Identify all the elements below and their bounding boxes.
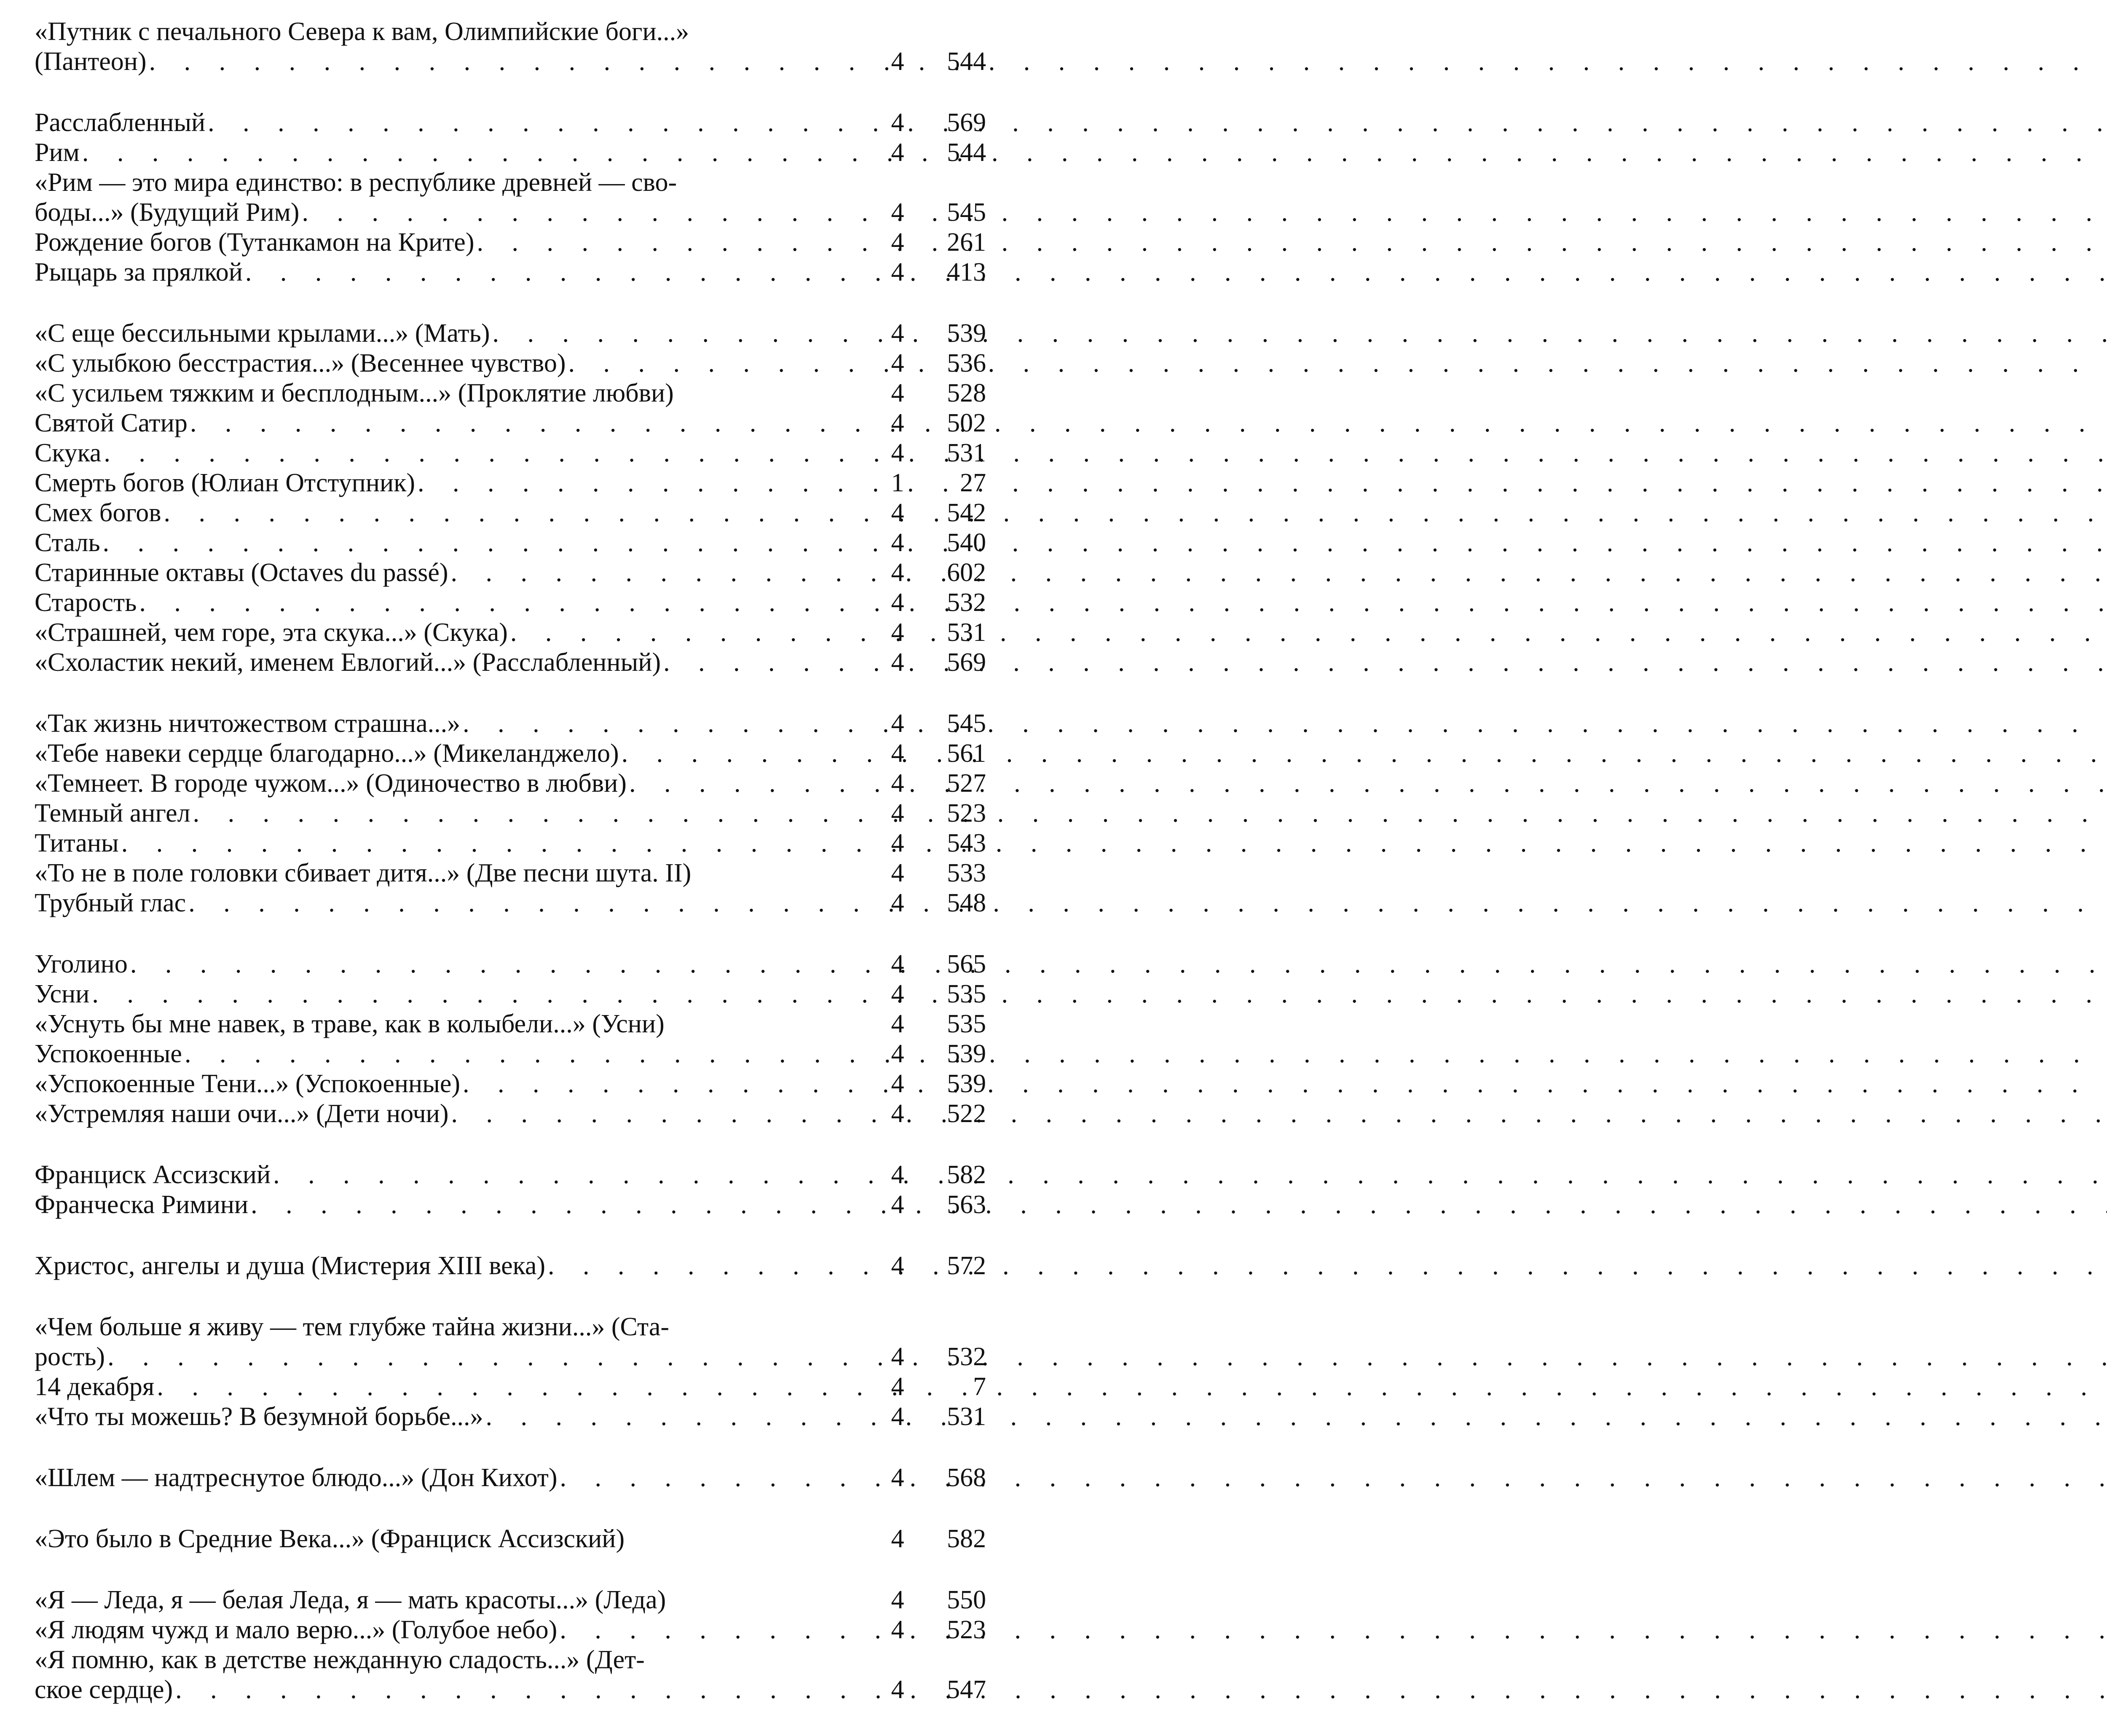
page-number: 547 [947, 1675, 986, 1704]
dot-leader [100, 528, 875, 558]
volume-number: 4 [891, 1010, 904, 1038]
entry-title-line: Старинные октавы (Octaves du passé) [35, 558, 448, 587]
index-entry [35, 828, 986, 858]
dot-leader [188, 408, 875, 438]
index-entry [35, 1372, 986, 1402]
page-number: 545 [947, 709, 986, 738]
dot-leader [460, 709, 875, 739]
page-number: 539 [947, 1069, 986, 1098]
index-entry [35, 888, 986, 918]
entry-title-line: боды...» (Будущий Рим) [35, 198, 300, 227]
entry-title-line: «С усильем тяжким и бесплодным...» (Проклятие любви) [35, 379, 674, 407]
entry-title-line: Франциск Ассизский [35, 1160, 271, 1189]
volume-number: 4 [891, 588, 904, 617]
dot-leader [173, 1675, 875, 1705]
page-number: 7 [973, 1372, 986, 1401]
volume-number: 1 [891, 469, 904, 497]
index-entry [35, 378, 986, 408]
volume-number: 4 [891, 108, 904, 137]
dot-leader [449, 1099, 875, 1129]
volume-number: 4 [891, 1524, 904, 1553]
index-entry [35, 1524, 986, 1554]
dot-leader [154, 1372, 875, 1402]
index-entry [35, 168, 986, 228]
entry-title-line: Сталь [35, 528, 100, 557]
entry-title-line: «Успокоенные Тени...» (Успокоенные) [35, 1069, 461, 1098]
volume-number: 4 [891, 1160, 904, 1189]
index-group [35, 108, 986, 287]
entry-title-line: «Темнеет. В городе чужом...» (Одиночество в любви) [35, 769, 627, 798]
page-number: 548 [947, 889, 986, 917]
dot-leader [80, 138, 875, 168]
volume-number: 4 [891, 769, 904, 798]
page-number: 539 [947, 319, 986, 348]
index-entry [35, 1099, 986, 1129]
index-entry [35, 17, 986, 77]
volume-number: 4 [891, 498, 904, 527]
volume-number: 4 [891, 618, 904, 647]
volume-number: 4 [891, 47, 904, 76]
volume-number: 4 [891, 1039, 904, 1068]
page-number: 544 [947, 47, 986, 76]
index-entry [35, 1402, 986, 1432]
dot-leader [271, 1160, 875, 1190]
page-number: 261 [947, 228, 986, 257]
dot-leader [119, 828, 875, 858]
entry-title-line: «То не в поле головки сбивает дитя...» (Две песни шута. II) [35, 859, 692, 887]
dot-leader [186, 888, 875, 918]
volume-number: 4 [891, 319, 904, 348]
entry-title-line: Франческа Римини [35, 1190, 249, 1219]
volume-number: 4 [891, 528, 904, 557]
page-number: 582 [947, 1160, 986, 1189]
entry-title-line: «Рим — это мира единство: в республике древней — сво- [35, 168, 677, 197]
index-entry [35, 1039, 986, 1069]
dot-leader [460, 1069, 875, 1099]
index-entry [35, 1463, 986, 1493]
volume-number: 4 [891, 980, 904, 1008]
volume-number: 4 [891, 1402, 904, 1431]
page-number: 533 [947, 859, 986, 887]
index-entry [35, 858, 986, 888]
page-number: 523 [947, 1615, 986, 1644]
entry-title-line: Христос, ангелы и душа (Мистерия XIII века) [35, 1251, 545, 1280]
index-group [35, 1312, 986, 1432]
dot-leader [248, 1190, 875, 1220]
entry-title-line: «Уснуть бы мне навек, в траве, как в колыбели...» (Усни) [35, 1010, 665, 1038]
dot-leader [619, 739, 875, 769]
entry-title-line: «Страшней, чем горе, эта скука...» (Скука) [35, 618, 508, 647]
entry-title-line: «С еще бессильными крылами...» (Мать) [35, 319, 490, 348]
page-number: 27 [960, 469, 986, 497]
volume-number: 4 [891, 799, 904, 828]
volume-number: 4 [891, 829, 904, 857]
index-entry [35, 588, 986, 618]
page-number: 413 [947, 258, 986, 287]
index-entry [35, 648, 986, 678]
entry-title-line: (Пантеон) [35, 47, 147, 76]
dot-leader [557, 1615, 875, 1645]
page-number: 545 [947, 198, 986, 227]
dot-leader [243, 257, 875, 287]
page-number: 528 [947, 379, 986, 407]
index-entry [35, 438, 986, 468]
index-entry [35, 739, 986, 769]
index-entry [35, 257, 986, 287]
entry-title-line: «Устремляя наши очи...» (Дети ночи) [35, 1099, 449, 1128]
entry-title-line: «Так жизнь ничтожеством страшна...» [35, 709, 461, 738]
entry-title-line: Расслабленный [35, 108, 206, 137]
index-group [35, 17, 986, 77]
page-number: 502 [947, 409, 986, 437]
entry-title-line: «Это было в Средние Века...» (Франциск Ассизский) [35, 1524, 625, 1553]
entry-title-line: Рим [35, 138, 80, 167]
index-entry [35, 138, 986, 168]
dot-leader [474, 228, 875, 257]
dot-leader [508, 618, 875, 648]
dot-leader [448, 558, 875, 588]
index-entry [35, 1190, 986, 1220]
dot-leader [558, 1463, 875, 1493]
dot-leader [101, 438, 875, 468]
index-group [35, 1160, 986, 1220]
page-number: 535 [947, 1010, 986, 1038]
dot-leader [161, 498, 875, 528]
page-number: 532 [947, 1342, 986, 1371]
entry-title-line: «Путник с печального Севера к вам, Олимпийские боги...» [35, 17, 689, 46]
page-number: 523 [947, 799, 986, 828]
entry-title-line: Темный ангел [35, 799, 190, 828]
entry-title-line: «Я помню, как в детстве нежданную сладость...» (Дет- [35, 1645, 645, 1674]
entry-title-line: ское сердце) [35, 1675, 173, 1704]
entry-title-line: Усни [35, 980, 90, 1008]
entry-title-line: «Шлем — надтреснутое блюдо...» (Дон Кихот) [35, 1463, 558, 1492]
index-entry [35, 769, 986, 798]
index-entry [35, 618, 986, 648]
index-entry [35, 228, 986, 257]
dot-leader [299, 198, 875, 228]
volume-number: 4 [891, 1069, 904, 1098]
index-entry [35, 1160, 986, 1190]
volume-number: 4 [891, 198, 904, 227]
entry-title-line: Старость [35, 588, 137, 617]
volume-number: 4 [891, 709, 904, 738]
index-entry [35, 528, 986, 558]
volume-number: 4 [891, 228, 904, 257]
page-number: 602 [947, 558, 986, 587]
entry-title-line: Рождение богов (Тутанкамон на Крите) [35, 228, 474, 257]
page-number: 550 [947, 1586, 986, 1614]
index-entry [35, 408, 986, 438]
page-number: 572 [947, 1251, 986, 1280]
entry-title-line: «Чем больше я живу — тем глубже тайна жизни...» (Ста- [35, 1313, 670, 1341]
volume-number: 4 [891, 1372, 904, 1401]
index-group [35, 949, 986, 1129]
page-number: 535 [947, 980, 986, 1008]
index-group [35, 1585, 986, 1705]
entry-title-line: Трубный глас [35, 889, 186, 917]
page-number: 540 [947, 528, 986, 557]
page-number: 568 [947, 1463, 986, 1492]
page-number: 563 [947, 1190, 986, 1219]
page-number: 531 [947, 439, 986, 467]
entry-title-line: Уголино [35, 950, 128, 978]
volume-number: 4 [891, 950, 904, 978]
page-number: 542 [947, 498, 986, 527]
index-entry [35, 1312, 986, 1372]
dot-leader [205, 108, 875, 138]
entry-title-line: «Я — Леда, я — белая Леда, я — мать красоты...» (Леда) [35, 1586, 666, 1614]
volume-number: 4 [891, 739, 904, 768]
entry-title-line: «Схоластик некий, именем Евлогий...» (Расслабленный) [35, 648, 661, 677]
volume-number: 4 [891, 648, 904, 677]
index-group [35, 709, 986, 918]
index-group [35, 1251, 986, 1281]
dot-leader [415, 468, 875, 498]
dot-leader [147, 47, 875, 77]
index-entry [35, 558, 986, 588]
dot-leader [545, 1251, 875, 1281]
volume-number: 4 [891, 258, 904, 287]
entry-title-line: Успокоенные [35, 1039, 182, 1068]
page-number: 569 [947, 108, 986, 137]
page-number: 522 [947, 1099, 986, 1128]
index-group [35, 1524, 986, 1554]
index-page [35, 17, 986, 1736]
index-entry [35, 709, 986, 739]
volume-number: 4 [891, 859, 904, 887]
dot-leader [89, 979, 875, 1009]
volume-number: 4 [891, 349, 904, 378]
volume-number: 4 [891, 558, 904, 587]
index-entry [35, 1009, 986, 1039]
page-number: 539 [947, 1039, 986, 1068]
volume-number: 4 [891, 1190, 904, 1219]
page-number: 531 [947, 618, 986, 647]
dot-leader [128, 949, 875, 979]
volume-number: 4 [891, 439, 904, 467]
index-group [35, 319, 986, 678]
volume-number: 4 [891, 1251, 904, 1280]
volume-number: 4 [891, 1342, 904, 1371]
volume-number: 4 [891, 409, 904, 437]
entry-title-line: «Тебе навеки сердце благодарно...» (Микеланджело) [35, 739, 619, 768]
entry-title-line: «Что ты можешь? В безумной борьбе...» [35, 1402, 483, 1431]
dot-leader [137, 588, 875, 618]
page-number: 532 [947, 588, 986, 617]
index-entry [35, 348, 986, 378]
volume-number: 4 [891, 1586, 904, 1614]
dot-leader [661, 648, 875, 678]
volume-number: 4 [891, 889, 904, 917]
entry-title-line: Рыцарь за прялкой [35, 258, 243, 287]
dot-leader [627, 769, 875, 798]
index-entry [35, 108, 986, 138]
page-number: 569 [947, 648, 986, 677]
volume-number: 4 [891, 379, 904, 407]
page-number: 536 [947, 349, 986, 378]
volume-number: 4 [891, 138, 904, 167]
index-entry [35, 319, 986, 348]
index-entry [35, 498, 986, 528]
index-entry [35, 949, 986, 979]
page-number: 527 [947, 769, 986, 798]
entry-title-line: Смерть богов (Юлиан Отступник) [35, 469, 415, 497]
index-entry [35, 1251, 986, 1281]
index-entry [35, 1645, 986, 1705]
dot-leader [483, 1402, 875, 1432]
entry-title-line: «Я людям чужд и мало верю...» (Голубое небо) [35, 1615, 558, 1644]
index-entry [35, 1069, 986, 1099]
index-group [35, 1463, 986, 1493]
index-entry [35, 1585, 986, 1615]
entry-title-line: Святой Сатир [35, 409, 188, 437]
dot-leader [105, 1342, 875, 1372]
index-entry [35, 979, 986, 1009]
page-number: 582 [947, 1524, 986, 1553]
dot-leader [182, 1039, 875, 1069]
page-number: 543 [947, 829, 986, 857]
entry-title-line: Титаны [35, 829, 119, 857]
page-number: 565 [947, 950, 986, 978]
dot-leader [566, 348, 875, 378]
page-number: 561 [947, 739, 986, 768]
entry-title-line: Скука [35, 439, 102, 467]
page-number: 531 [947, 1402, 986, 1431]
page-number: 544 [947, 138, 986, 167]
entry-title-line: 14 декабря [35, 1372, 155, 1401]
dot-leader [190, 798, 875, 828]
dot-leader [490, 319, 875, 348]
volume-number: 4 [891, 1099, 904, 1128]
entry-title-line: рость) [35, 1342, 105, 1371]
index-entry [35, 798, 986, 828]
volume-number: 4 [891, 1675, 904, 1704]
index-entry [35, 468, 986, 498]
entry-title-line: Смех богов [35, 498, 161, 527]
volume-number: 4 [891, 1463, 904, 1492]
entry-title-line: «С улыбкою бесстрастия...» (Весеннее чувство) [35, 349, 566, 378]
volume-number: 4 [891, 1615, 904, 1644]
index-entry [35, 1615, 986, 1645]
